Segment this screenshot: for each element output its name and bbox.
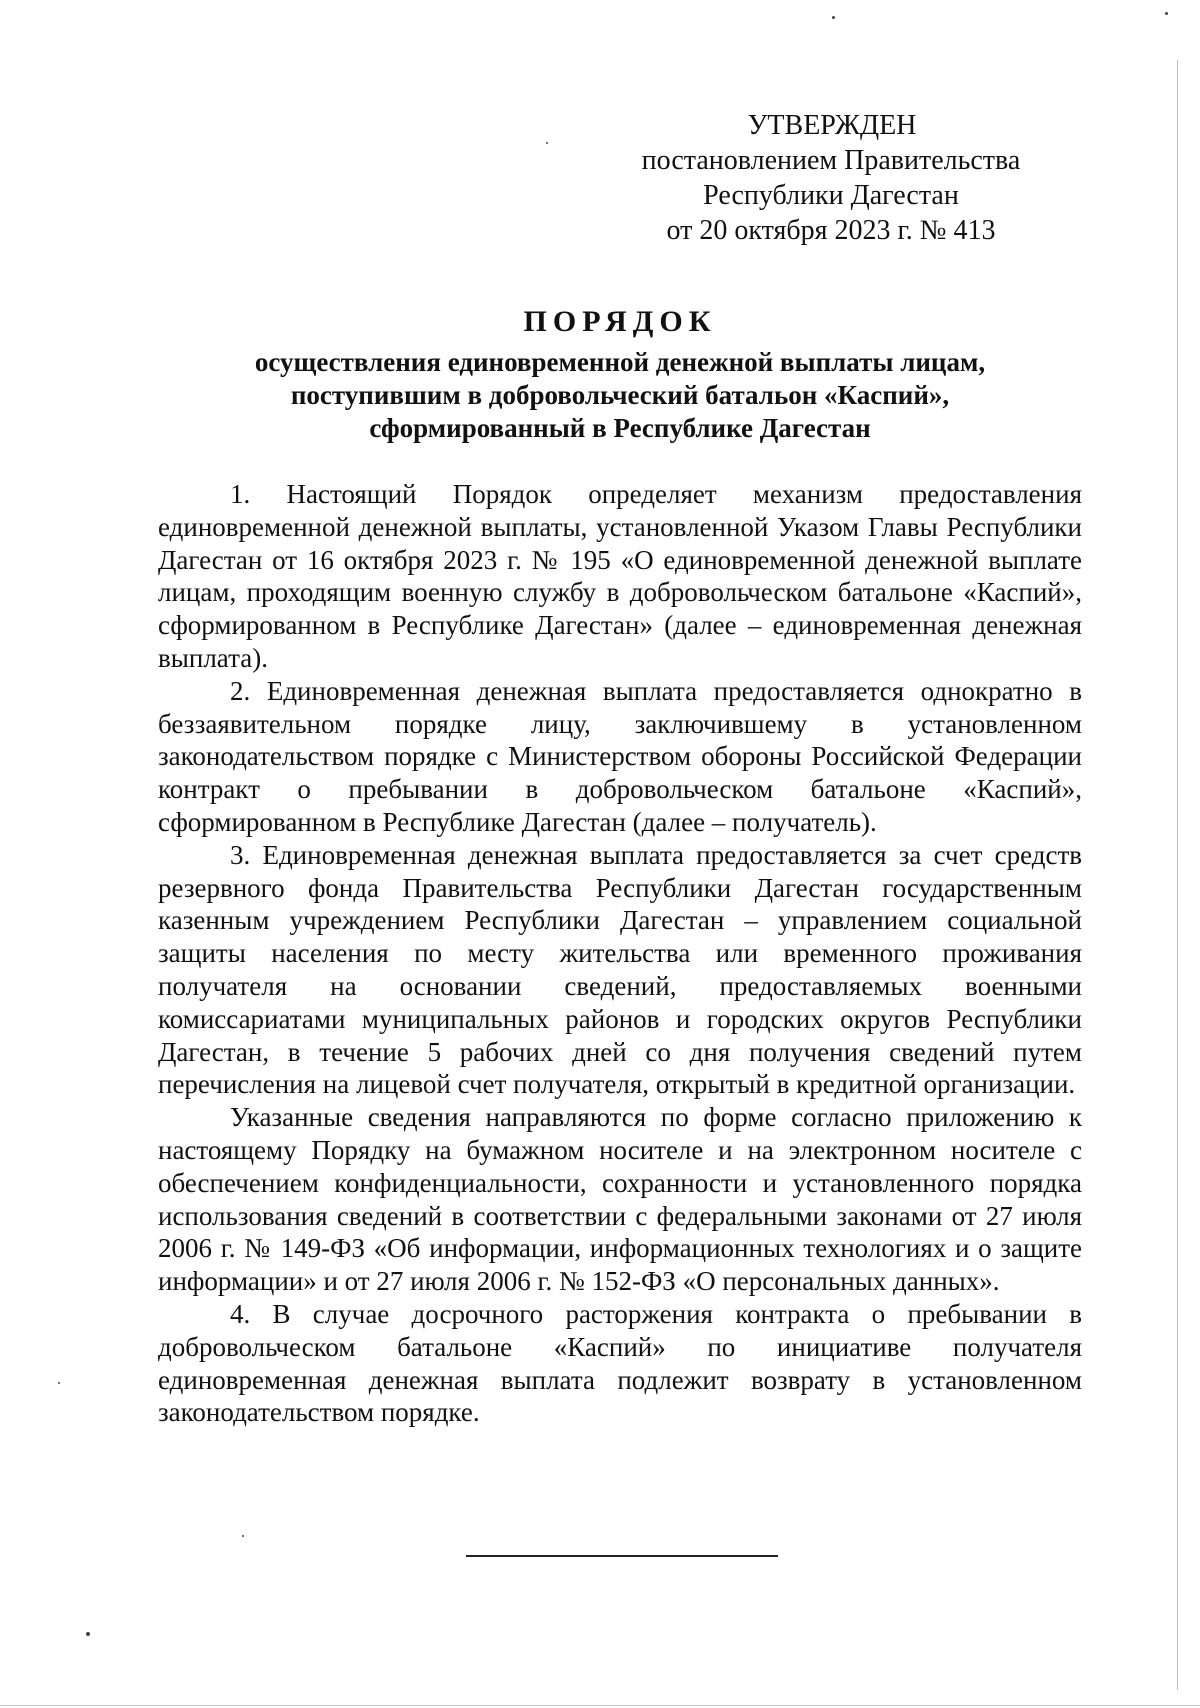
- scan-speck: [832, 16, 835, 19]
- approval-date-number: от 20 октября 2023 г. № 413: [666, 215, 996, 246]
- document-body: [158, 478, 1082, 1429]
- scan-edge: [1177, 60, 1178, 1690]
- paragraph-1: 1. Настоящий Порядок определяет механизм предоставления единовременной денежной выплаты, установленной Указом Главы Республики Дагестан от 16 октября 2023 г. № 195 «О единовременной денежной выплате лицам, проходящим военную службу в добровольческом батальоне «Каспий», сформированном в Республике Дагестан» (далее – единовременная денежная выплата).: [158, 479, 1082, 673]
- scan-speck: [58, 1382, 60, 1384]
- document-title: [160, 304, 1080, 445]
- scan-speck: [546, 142, 548, 144]
- paragraph-3: 3. Единовременная денежная выплата предоставляется за счет средств резервного фонда Правительства Республики Дагестан государственным казенным учреждением Республики Дагестан – управлением социальной защиты населения по месту жительства или временного проживания получателя на основании сведений, предоставляемых военными комиссариатами муниципальных районов и городских округов Республики Дагестан, в течение 5 рабочих дней со дня получения сведений путем перечисления на лицевой счет получателя, открытый в кредитной организации.: [158, 839, 1082, 1100]
- closing-divider: [466, 1555, 778, 1557]
- scan-speck: [86, 1632, 90, 1636]
- paragraph-2: 2. Единовременная денежная выплата предоставляется однократно в беззаявительном порядке лицу, заключившему в установленном законодательством порядке с Министерством обороны Российской Федерации контракт о пребывании в добровольческом батальоне «Каспий», сформированном в Республике Дагестан (далее – получатель).: [158, 675, 1082, 837]
- title-subtitle-line: поступившим в добровольческий батальон «Каспий»,: [290, 380, 950, 410]
- scan-speck: [1165, 12, 1168, 15]
- paragraph-3-continuation: Указанные сведения направляются по форме согласно приложению к настоящему Порядку на бумажном носителе и на электронном носителе с обеспечением конфиденциальности, сохранности и установленного порядка использования сведений в соответствии с федеральными законами от 27 июля 2006 г. № 149-ФЗ «Об информации, информационных технологиях и о защите информации» и от 27 июля 2006 г. № 152-ФЗ «О персональных данных».: [158, 1102, 1082, 1297]
- title-subtitle-line: осуществления единовременной денежной выплаты лицам,: [254, 347, 986, 377]
- scan-bottom-edge: [0, 1705, 1200, 1706]
- approval-line: Республики Дагестан: [703, 180, 959, 211]
- scan-speck: [242, 1535, 244, 1537]
- title-subtitle-line: сформированный в Республике Дагестан: [369, 413, 871, 443]
- approval-heading: УТВЕРЖДЕН: [747, 110, 917, 141]
- paragraph-4: 4. В случае досрочного расторжения контракта о пребывании в добровольческом батальоне «Каспий» по инициативе получателя единовременная денежная выплата подлежит возврату в установленном законодательством порядке.: [158, 1298, 1082, 1428]
- title-main: ПОРЯДОК: [523, 305, 717, 338]
- approval-line: постановлением Правительства: [641, 145, 1021, 176]
- approval-block: [600, 108, 1062, 248]
